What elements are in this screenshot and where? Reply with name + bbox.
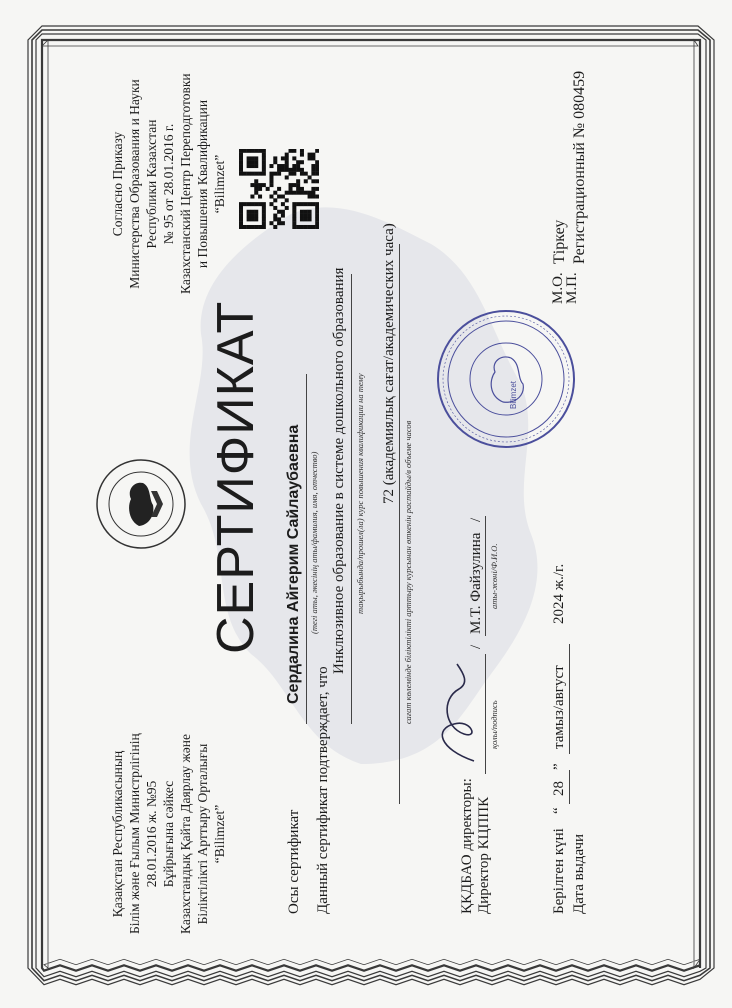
director-name-underline — [485, 516, 486, 636]
organization-logo — [91, 449, 191, 559]
header-left-line: Білім және Ғылым Министрлігінің — [127, 733, 142, 934]
signature-caption: қолы/подпись — [489, 700, 499, 749]
recipient-name: Сердалина Айгерим Сайлаубаевна — [285, 424, 302, 704]
header-right-line: и Повышения Квалификации — [195, 99, 210, 269]
issue-label-ru: Дата выдачи — [571, 833, 587, 914]
official-seal — [431, 304, 581, 454]
course-title: Инклюзивное образование в системе дошкольного образования — [331, 267, 347, 674]
issue-label-kz: Берілген күні — [551, 828, 567, 914]
name-underline — [306, 374, 307, 724]
header-right-line: Казахстанский Центр Переподготовки — [178, 73, 193, 294]
registration-label-kz: Тіркеу — [551, 219, 568, 264]
issue-day: 28 — [551, 781, 567, 796]
director-signature — [429, 659, 489, 769]
seal-mp — [551, 272, 579, 304]
certificate-title: СЕРТИФИКАТ — [207, 300, 265, 654]
course-caption: тақырыбында/прошел(ла) курс повышения квалификации на тему — [355, 373, 365, 614]
director-label-kz: ҚКДБАО директоры: — [459, 778, 475, 914]
issue-open-quote: “ — [551, 807, 567, 814]
seal-inner-text: Bilimzet — [509, 380, 518, 409]
qr-code — [239, 149, 319, 229]
seal-mp2: М.П. — [564, 272, 580, 304]
header-right-line: “Bilimzet” — [212, 154, 227, 214]
course-underline — [351, 274, 352, 724]
header-left-line: Қазақстан Республикасының — [110, 750, 125, 918]
hours-caption: сағат көлемінде біліктілікті арттыру курсынан өткенін растайды/в объеме часов — [403, 420, 413, 724]
day-underline — [569, 770, 570, 804]
header-left-line: Казахстандық Қайта Даярлау және — [178, 734, 193, 934]
director-separator: / — [468, 644, 484, 649]
header-right-line: № 95 от 28.01.2016 г. — [161, 123, 176, 245]
hours-underline — [399, 244, 400, 804]
issue-year: 2024 ж./г. — [551, 563, 567, 624]
cert-line-ru: Данный сертификат подтверждает, что — [315, 666, 331, 914]
signature-underline — [485, 654, 486, 774]
name-caption: (тегі аты, әкесінің аты/фамилия, имя, отчество) — [309, 451, 319, 634]
month-underline — [569, 644, 570, 754]
header-left-line: Біліктілікті Арттыру Орталығы — [195, 743, 210, 925]
header-right-line: Министерства Образования и Науки — [127, 79, 142, 289]
header-left-line: 28.01.2016 ж. №95 — [144, 780, 159, 888]
cert-line-kz: Осы сертификат — [286, 809, 302, 914]
director-separator-end: / — [468, 517, 484, 522]
header-left — [109, 734, 228, 934]
director-name: М.Т. Файзулина — [468, 532, 484, 634]
issue-month: тамыз/август — [551, 665, 567, 749]
issue-close-quote: ” — [551, 763, 567, 770]
certificate-content — [81, 54, 651, 954]
registration-label-ru: Регистрационный № 080459 — [571, 70, 588, 264]
director-label-ru: Директор КЦППК — [476, 796, 492, 914]
header-right — [109, 74, 228, 294]
director-name-caption: аты-жөні/Ф.И.О. — [489, 543, 499, 609]
header-right-line: Республики Казахстан — [144, 119, 159, 249]
header-left-line: “Bilimzet” — [212, 804, 227, 864]
hours: 72 (академиялық сағат/академических часа) — [381, 223, 397, 504]
header-right-line: Согласно Приказу — [110, 131, 125, 237]
seal-mo: М.О. — [550, 272, 566, 304]
header-left-line: Бұйрығына сәйкес — [161, 780, 176, 888]
